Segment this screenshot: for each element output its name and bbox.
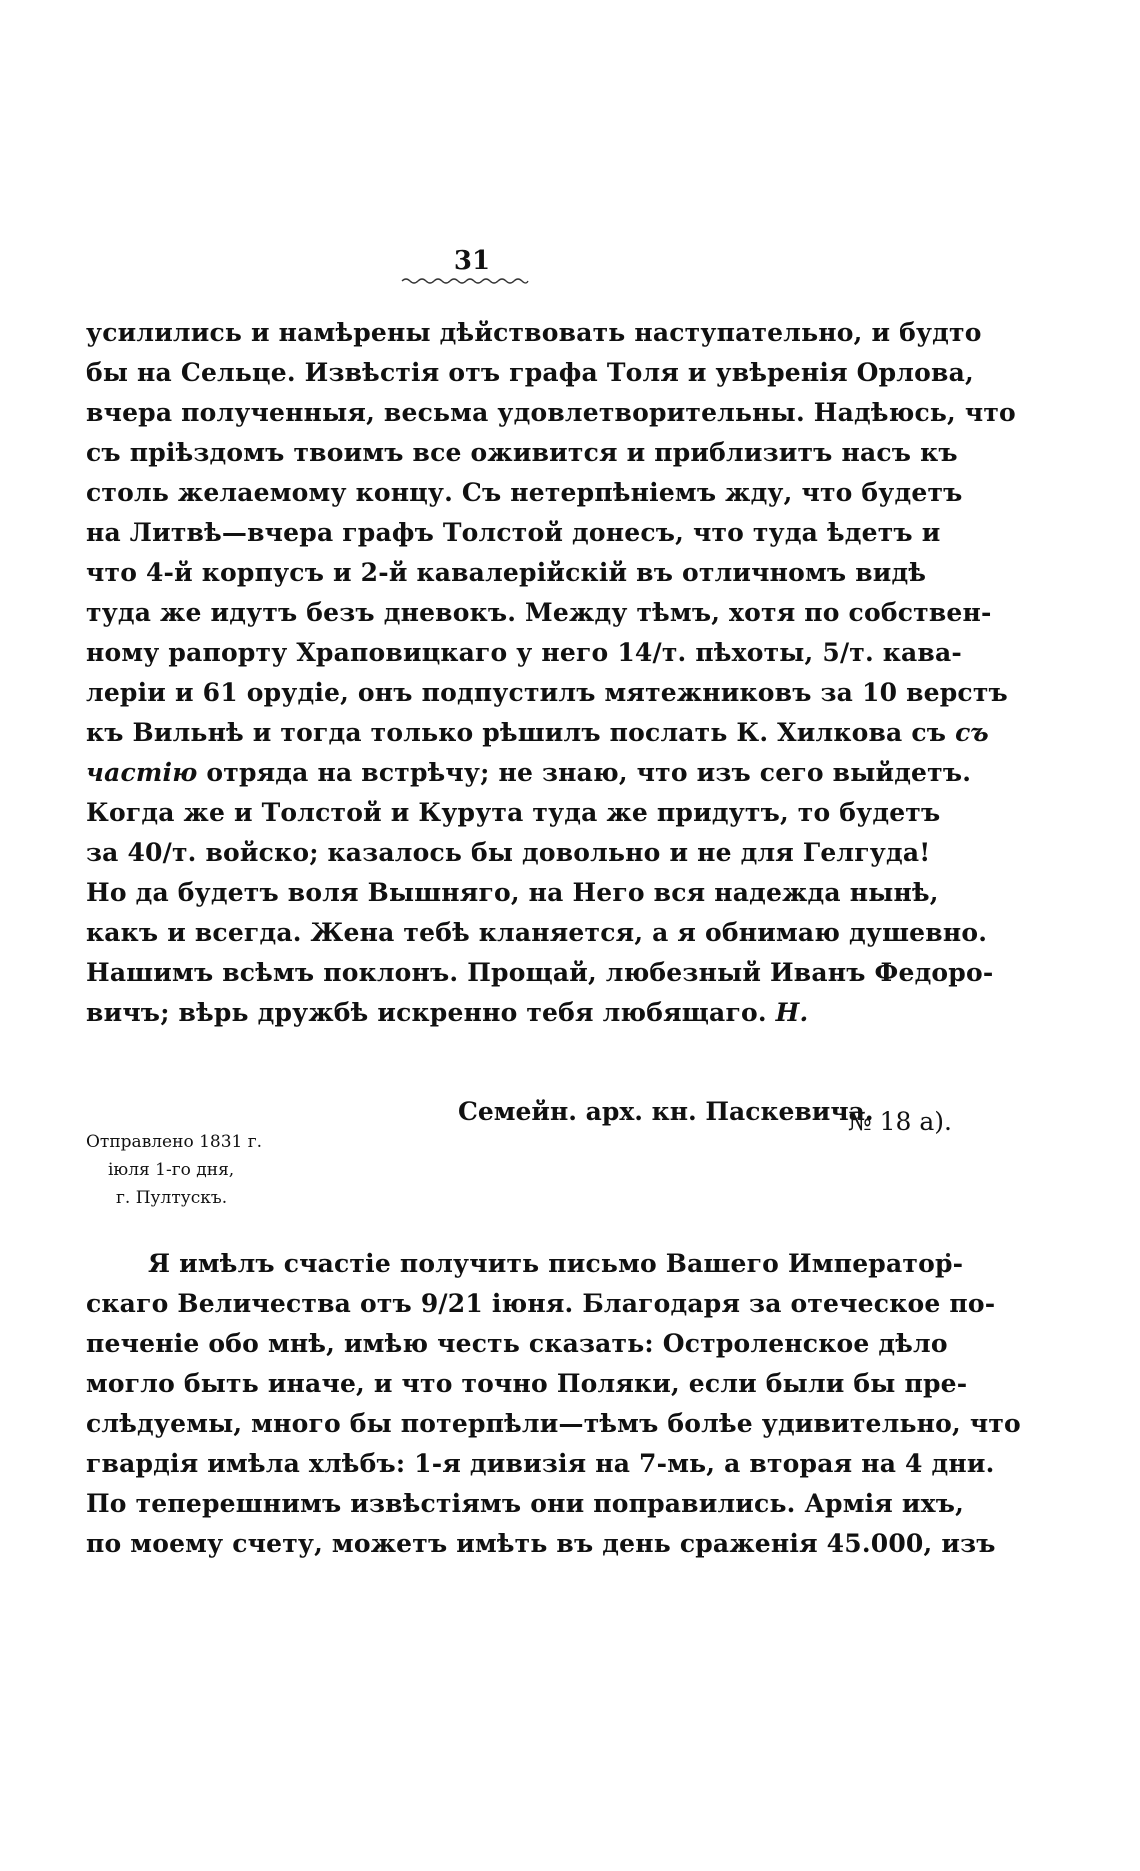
letter-line: на Литвѣ—вчера графъ Толстой донесъ, что туда ѣдетъ и (86, 518, 941, 547)
letter-line (86, 1244, 964, 1284)
page-number: 31 (453, 246, 491, 276)
signature: Н. (775, 998, 809, 1027)
letter-line: леріи и 61 орудіе, онъ подпустилъ мятежниковъ за 10 верстъ (86, 678, 1008, 707)
page-number-ornament (400, 276, 530, 286)
letter-line: печеніе обо мнѣ, имѣю честь сказать: Остроленское дѣло (86, 1329, 948, 1358)
letter-line: какъ и всегда. Жена тебѣ кланяется, а я обнимаю душевно. (86, 918, 988, 947)
letter-line: туда же идутъ безъ дневокъ. Между тѣмъ, хотя по собствен- (86, 598, 992, 627)
dispatch-line: іюля 1-го дня, (108, 1160, 235, 1180)
letter-line: бы на Сельце. Извѣстія отъ графа Толя и увѣренія Орлова, (86, 358, 974, 387)
letter-line: по моему счету, можетъ имѣть въ день сраженія 45.000, изъ (86, 1529, 996, 1558)
letter-line: скаго Величества отъ 9/21 іюня. Благодаря за отеческое по- (86, 1289, 996, 1318)
letter-line: Но да будетъ воля Вышняго, на Него вся надежда нынѣ, (86, 878, 939, 907)
letter-line: Когда же и Толстой и Курута туда же придутъ, то будетъ (86, 798, 941, 827)
italic-word: частію (86, 758, 198, 787)
letter-line: слѣдуемы, много бы потерпѣли—тѣмъ болѣе удивительно, что (86, 1409, 1021, 1438)
letter-line: что 4-й корпусъ и 2-й кавалерійскій въ отличномъ видѣ (86, 558, 927, 587)
letter-line (86, 753, 972, 793)
italic-word: съ (955, 718, 989, 747)
letter-line: могло быть иначе, и что точно Поляки, если были бы пре- (86, 1369, 968, 1398)
dispatch-note (86, 1128, 286, 1212)
letter-line: столь желаемому концу. Съ нетерпѣніемъ жду, что будетъ (86, 478, 963, 507)
letter-line-text: Я имѣлъ счастіе получить письмо Вашего Император- (148, 1249, 964, 1278)
letter-line: гвардія имѣла хлѣбъ: 1-я дивизія на 7-мь, а вторая на 4 дни. (86, 1449, 995, 1478)
letter-line-text: отряда на встрѣчу; не знаю, что изъ сего выйдетъ. (206, 758, 972, 787)
letter-line: вчера полученныя, весьма удовлетворительны. Надѣюсь, что (86, 398, 1016, 427)
dispatch-line: Отправлено 1831 г. (86, 1132, 263, 1152)
letter-line: ному рапорту Храповицкаго у него 14/т. пѣхоты, 5/т. кава- (86, 638, 962, 667)
letter-line: По теперешнимъ извѣстіямъ они поправились. Армія ихъ, (86, 1489, 965, 1518)
letter-line (86, 993, 844, 1033)
letter-line: съ пріѣздомъ твоимъ все оживится и приблизитъ насъ къ (86, 438, 958, 467)
archive-source: Семейн. арх. кн. Паскевича. (458, 1097, 874, 1126)
dispatch-line: г. Пултускъ. (116, 1188, 228, 1208)
document-number: № 18 а). (848, 1107, 952, 1136)
letter-line (86, 713, 989, 753)
letter-line: Нашимъ всѣмъ поклонъ. Прощай, любезный Иванъ Федоро- (86, 958, 994, 987)
letter-line-text: къ Вильнѣ и тогда только рѣшилъ послать К. Хилкова съ (86, 718, 947, 747)
letter-line: усилились и намѣрены дѣйствовать наступательно, и будто (86, 318, 982, 347)
letter-line: за 40/т. войско; казалось бы довольно и не для Гелгуда! (86, 838, 931, 867)
letter-line-text: вичъ; вѣрь дружбѣ искренно тебя любящаго. (86, 998, 767, 1027)
